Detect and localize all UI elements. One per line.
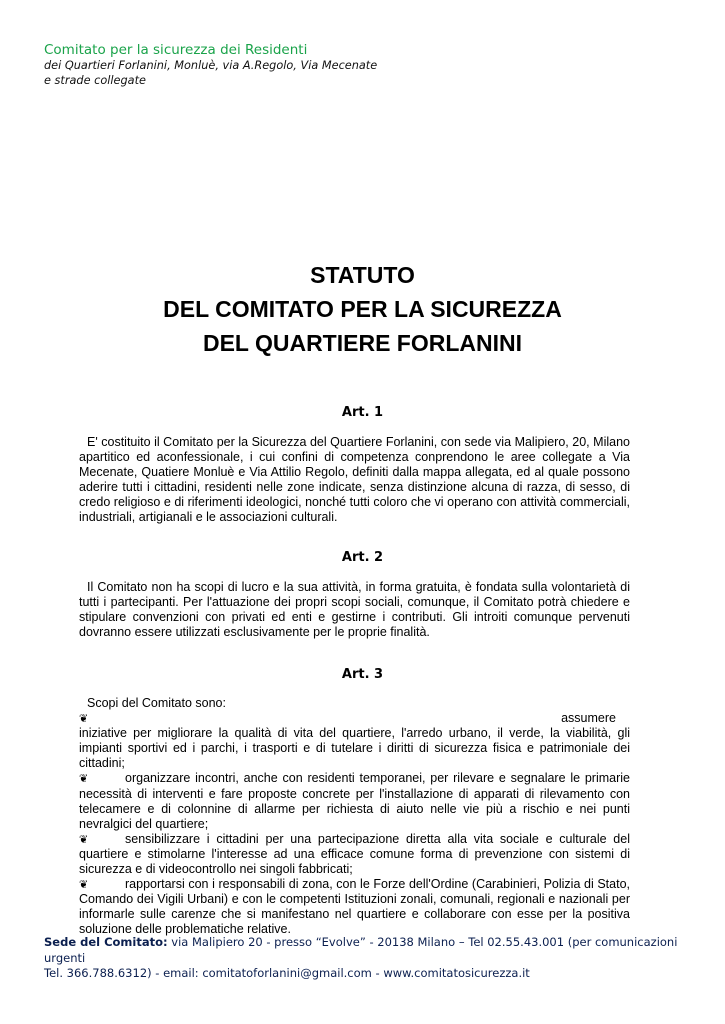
art3-item-2 [79, 771, 630, 831]
art2-text: Il Comitato non ha scopi di lucro e la sua attività, in forma gratuita, è fondata sulla volontarietà di tutti i partecipanti. Per l'attuazione dei propri scopi sociali, comunque, il Comitato potrà chiedere e stipulare convenzioni con privati ed enti e gestirne i contributi. Gli introiti comunque pervenuti dovranno essere utilizzati esclusivamente per le proprie finalità. [79, 580, 630, 640]
footer-line-1: via Malipiero 20 - presso “Evolve” - 20138 Milano – Tel 02.55.43.001 (per comunicazioni urgenti [44, 935, 678, 965]
title-line-3: DEL QUARTIERE FORLANINI [202, 330, 523, 356]
art3-item-3-text: sensibilizzare i cittadini per una partecipazione diretta alla vita sociale e culturale del quartiere e stimolarne l'interesse ad una efficace comune forma di prevenzione con sistemi di sicurezza e di videocontrollo nei singoli fabbricati; [79, 831, 630, 877]
footer-label: Sede del Comitato: [44, 935, 168, 949]
bullet-marker-icon: ❦ [79, 832, 89, 846]
art3-item-1 [79, 711, 630, 771]
bullet-marker-icon: ❦ [79, 712, 89, 726]
art3-heading: Art. 3 [341, 667, 384, 682]
art3-item-1-rest: iniziative per migliorare la qualità di vita del quartiere, l'arredo urbano, il verde, la viabilità, gli impianti sportivi ed i parchi, i trasporti e di tutelare i diritti di sicurezza fisica e patrimoniale dei cittadini; [79, 726, 630, 771]
letterhead [44, 41, 704, 88]
footer-line-2: Tel. 366.788.6312) - email: comitatoforlanini@gmail.com - www.comitatosicurezza.it [44, 966, 530, 980]
art3-body [79, 696, 630, 938]
art3-item-3 [79, 832, 630, 877]
bullet-marker-icon: ❦ [79, 772, 89, 786]
title-line-1: STATUTO [310, 262, 415, 288]
art3-item-2-text: organizzare incontri, anche con residenti temporanei, per rilevare e segnalare le primarie necessità di interventi e fare proposte concrete per l'installazione di apparati di rilevamento con telecamere e di colonnine di allarme per richiesta di aiuto nelle vie più a rischio e nei punti nevralgici del quartiere; [79, 771, 630, 831]
art1-heading: Art. 1 [341, 405, 384, 420]
art3-intro: Scopi del Comitato sono: [87, 696, 226, 710]
title-line-2: DEL COMITATO PER LA SICUREZZA [163, 296, 562, 322]
art3-item-4-text: rapportarsi con i responsabili di zona, con le Forze dell'Ordine (Carabinieri, Polizia di Stato, Comando dei Vigili Urbani) e con le competenti Istituzioni zonali, comunali, regionali e nazionali per informarle sulle carenze che si manifestano nel quartiere e collaborare con esse per la positiva soluzione delle problematiche relative. [79, 877, 630, 937]
document-title [0, 258, 725, 360]
bullet-marker-icon: ❦ [79, 878, 89, 892]
footer [44, 935, 694, 982]
art1-text: E' costituito il Comitato per la Sicurezza del Quartiere Forlanini, con sede via Malipiero, 20, Milano apartitico ed aconfessionale, i cui confini di competenza conprendono le aree collegate a Via Mecenate, Quatiere Monluè e Via Attilio Regolo, definiti dalla mappa allegata, ed al quale possono aderire tutti i cittadini, residenti nelle zone indicate, senza distinzione alcuna di razza, di sesso, di credo religioso e di riferimenti ideologici, nonché tutti coloro che vi operano con attività commerciali, industriali, artigianali e le associazioni culturali. [79, 435, 630, 525]
org-subtitle-line-1: dei Quartieri Forlanini, Monluè, via A.Regolo, Via Mecenate [44, 59, 378, 72]
art2-heading: Art. 2 [341, 550, 384, 565]
org-subtitle-line-2: e strade collegate [44, 73, 146, 87]
art3-item-4 [79, 877, 630, 937]
art3-item-1-first: assumere [561, 711, 616, 726]
org-name: Comitato per la sicurezza dei Residenti [44, 42, 308, 58]
